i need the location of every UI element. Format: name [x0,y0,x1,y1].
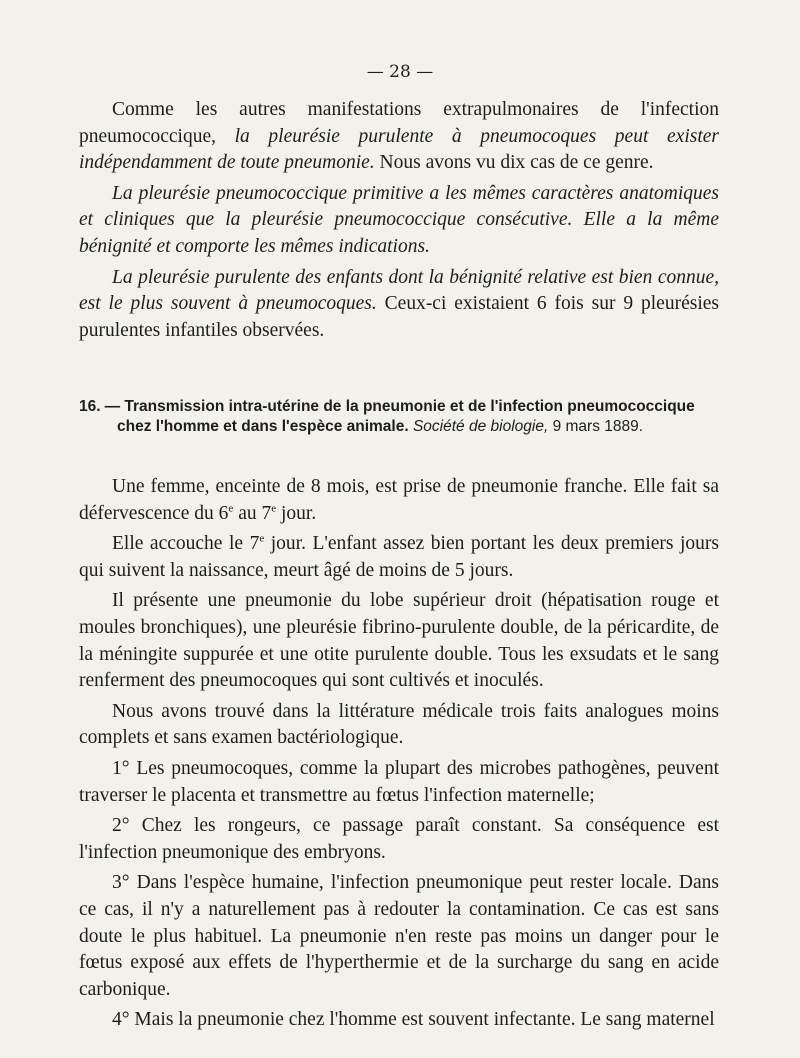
section-number: 16. [79,398,101,415]
italic-run: la pleurésie purulente à pneumocoques peut exister indépendamment de toute pneumonie. [79,125,719,174]
text-run: Elle accouche le 7 [112,533,260,555]
paragraph: 2° Chez les rongeurs, ce passage paraît constant. Sa conséquence est l'infection pneumonique des embryons. [79,815,719,863]
page-number: — 28 — [366,62,434,82]
text-run: Comme les autres manifestations extrapulmonaires de l'infection pneumococcique, [79,99,719,147]
paragraph [79,181,719,261]
paragraph: Nous avons trouvé dans la littérature médicale trois faits analogues moins complets et sans examen bactériologique. [79,700,719,749]
text-run: jour. [276,502,317,524]
superscript: e [228,502,234,515]
paragraph: Il présente une pneumonie du lobe supérieur droit (hépatisation rouge et moules bronchiques), une pleurésie fibrino-purulente double, de la péricardite, de la méningite suppurée et une otite purulente double. Tous les exsudats et le sang renferment des pneumocoques qui sont cultivés et inoculés. [79,590,719,692]
paragraph: 1° Les pneumocoques, comme la plupart des microbes pathogènes, peuvent traverser le placenta et transmettre au fœtus l'infection maternelle; [79,757,719,806]
italic-run: La pleurésie purulente des enfants dont la bénignité relative est bien connue, est le plus souvent à pneumocoques. [79,266,719,315]
body-text-block [79,474,719,1034]
text-run: Nous avons vu dix cas de ce genre. [374,152,654,174]
superscript: e [259,532,265,545]
paragraph [79,265,719,345]
section-title-line1: — Transmission intra-utérine de la pneumonie et de l'infection pneumococcique [104,398,695,415]
text-run: jour. L'enfant assez bien portant les deux premiers jours qui suivent la naissance, meurt âgé de moins de 5 jours. [79,533,720,581]
text-run: au 7 [233,502,272,524]
section-source: Société de biologie, [412,418,549,435]
text-run: Ceux-ci existaient 6 fois sur 9 pleurésies purulentes infantiles observées. [79,293,719,341]
paragraph: 3° Dans l'espèce humaine, l'infection pneumonique peut rester locale. Dans ce cas, il n'y a naturellement pas à redouter la contamination. Ce cas est sans doute le plus habituel. La pneumonie n'en reste pas moins un danger pour le fœtus exposé aux effets de l'hyperthermie et de la surcharge du sang en acide carbonique. [79,872,719,1000]
italic-run: La pleurésie pneumococcique primitive a les mêmes caractères anatomiques et cliniques que la pleurésie pneumococcique consécutive. Elle a la même bénignité et comporte les mêmes indications. [79,182,719,257]
superscript: e [271,502,277,515]
section-heading [79,397,729,437]
paragraph [79,97,719,177]
paragraph [79,474,719,527]
paragraph: 4° Mais la pneumonie chez l'homme est souvent infectante. Le sang maternel [112,1009,715,1031]
paragraph [79,531,719,584]
text-run: Une femme, enceinte de 8 mois, est prise de pneumonie franche. Elle fait sa défervescence du 6 [79,476,719,524]
top-text-block [79,97,719,344]
section-date: 9 mars 1889. [548,418,644,435]
section-title-line2: chez l'homme et dans l'espèce animale. [117,418,409,435]
